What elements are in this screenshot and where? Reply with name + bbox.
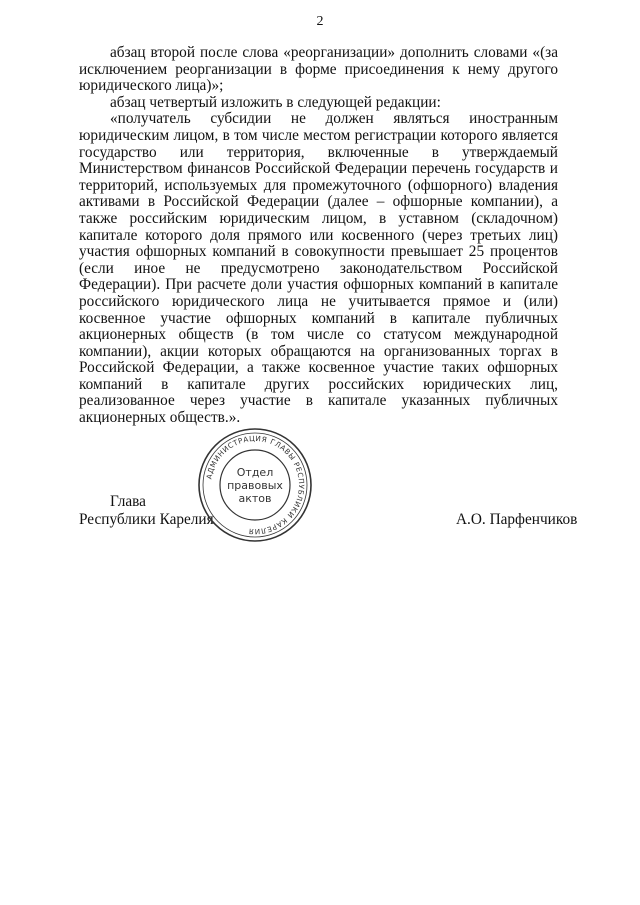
paragraph-amendment-fourth-intro: абзац четвертый изложить в следующей редакции: bbox=[110, 93, 441, 111]
page-number: 2 bbox=[316, 14, 324, 29]
signature-title-line2: Республики Карелия bbox=[79, 510, 214, 528]
stamp-seal-icon bbox=[196, 426, 314, 544]
stamp-center-line2: правовых bbox=[227, 479, 283, 492]
official-stamp bbox=[196, 426, 314, 544]
stamp-ring-text: АДМИНИСТРАЦИЯ ГЛАВЫ РЕСПУБЛИКИ КАРЕЛИЯ bbox=[204, 433, 307, 537]
stamp-center-line1: Отдел bbox=[236, 466, 274, 479]
stamp-center-line3: актов bbox=[238, 492, 272, 505]
signature-title-line1: Глава bbox=[110, 493, 146, 510]
paragraph-amendment-second: абзац второй после слова «реорганизации» дополнить словами «(за исключением реорганизации в форме присоединения к нему другого юридического лица)»; bbox=[79, 44, 558, 95]
document-body bbox=[79, 45, 558, 427]
paragraph-new-wording: «получатель субсидии не должен являться иностранным юридическим лицом, в том числе местом регистрации которого является государство или территория, включенные в утверждаемый Министерством финансов Российской Федерации перечень государств и территорий, используемых для промежуточного (офшорного) владения активами в Российской Федерации (далее – офшорные компании), а также российским юридическим лицом, в уставном (складочном) капитале которого доля прямого или косвенного (через третьих лиц) участия офшорных компаний в совокупности превышает 25 процентов (если иное не предусмотрено законодательством Российской Федерации). При расчете доли участия офшорных компаний в капитале российского юридического лица не учитывается прямое и (или) косвенное участие офшорных компаний в капитале публичных акционерных обществ (в том числе со статусом международной компании), акции которых обращаются на организованных торгах в Российской Федерации, а также косвенное участие таких офшорных компаний в капитале других российских юридических лиц, реализованное через участие в капитале указанных публичных акционерных обществ.». bbox=[79, 110, 558, 427]
signatory-name: А.О. Парфенчиков bbox=[456, 511, 578, 528]
